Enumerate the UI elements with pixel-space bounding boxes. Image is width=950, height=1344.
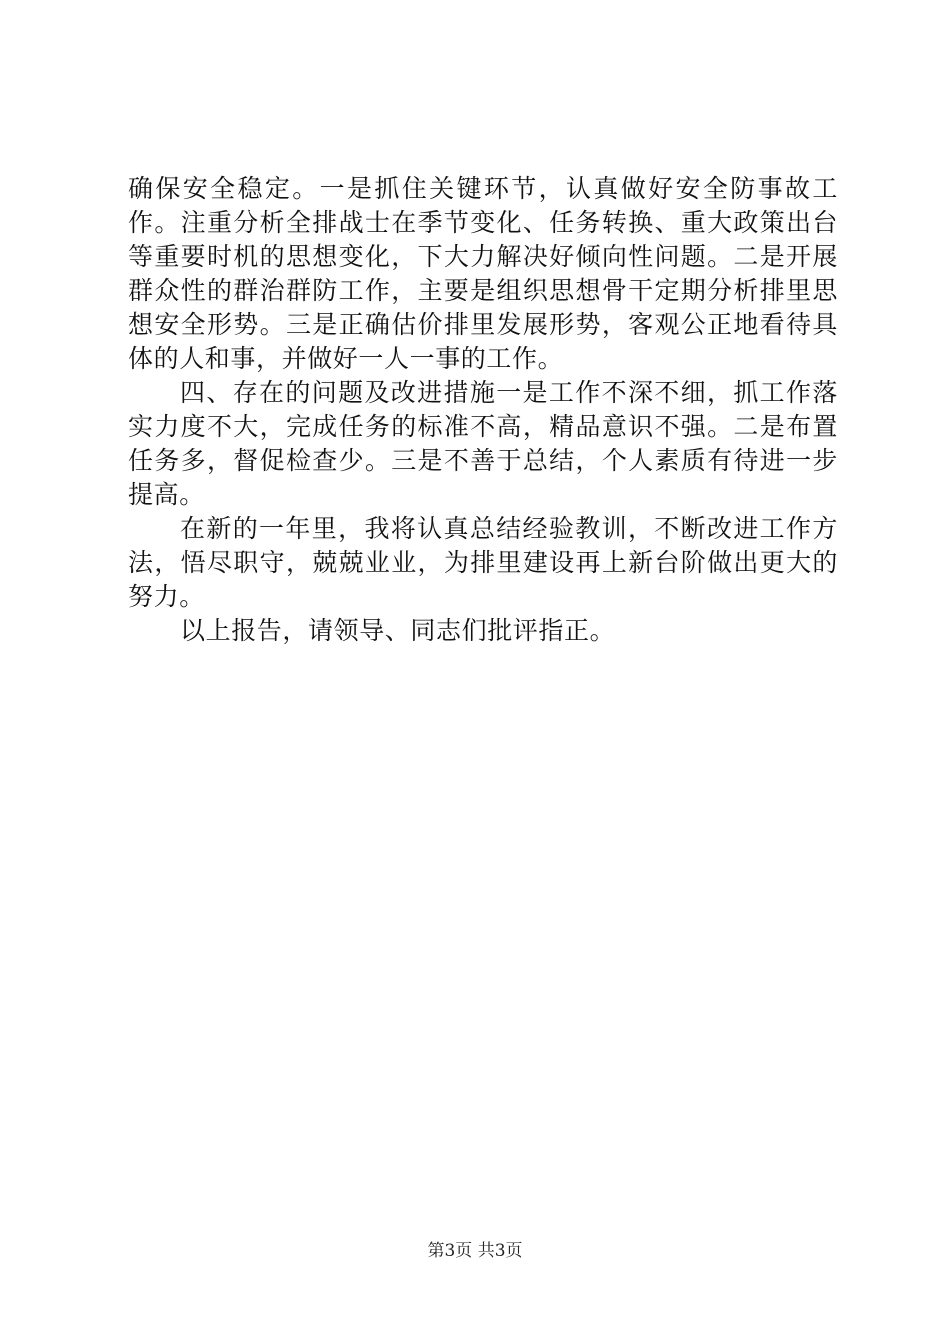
page-number-footer: 第3页 共3页 [427,1241,523,1261]
paragraph-closing: 以上报告，请领导、同志们批评指正。 [180,616,616,645]
document-body [128,172,838,648]
paragraph-issues-and-measures: 四、存在的问题及改进措施一是工作不深不细，抓工作落实力度不大，完成任务的标准不高，精品意识不强。二是布置任务多，督促检查少。三是不善于总结，个人素质有待进一步提高。 [128,378,838,509]
paragraph-continuation: 确保安全稳定。一是抓住关键环节，认真做好安全防事故工作。注重分析全排战士在季节变化、任务转换、重大政策出台等重要时机的思想变化，下大力解决好倾向性问题。二是开展群众性的群治群防工作，主要是组织思想骨干定期分析排里思想安全形势。三是正确估价排里发展形势，客观公正地看待具体的人和事，并做好一人一事的工作。 [128,174,838,373]
paragraph-new-year-plan: 在新的一年里，我将认真总结经验教训，不断改进工作方法，悟尽职守，兢兢业业，为排里建设再上新台阶做出更大的努力。 [128,514,838,611]
